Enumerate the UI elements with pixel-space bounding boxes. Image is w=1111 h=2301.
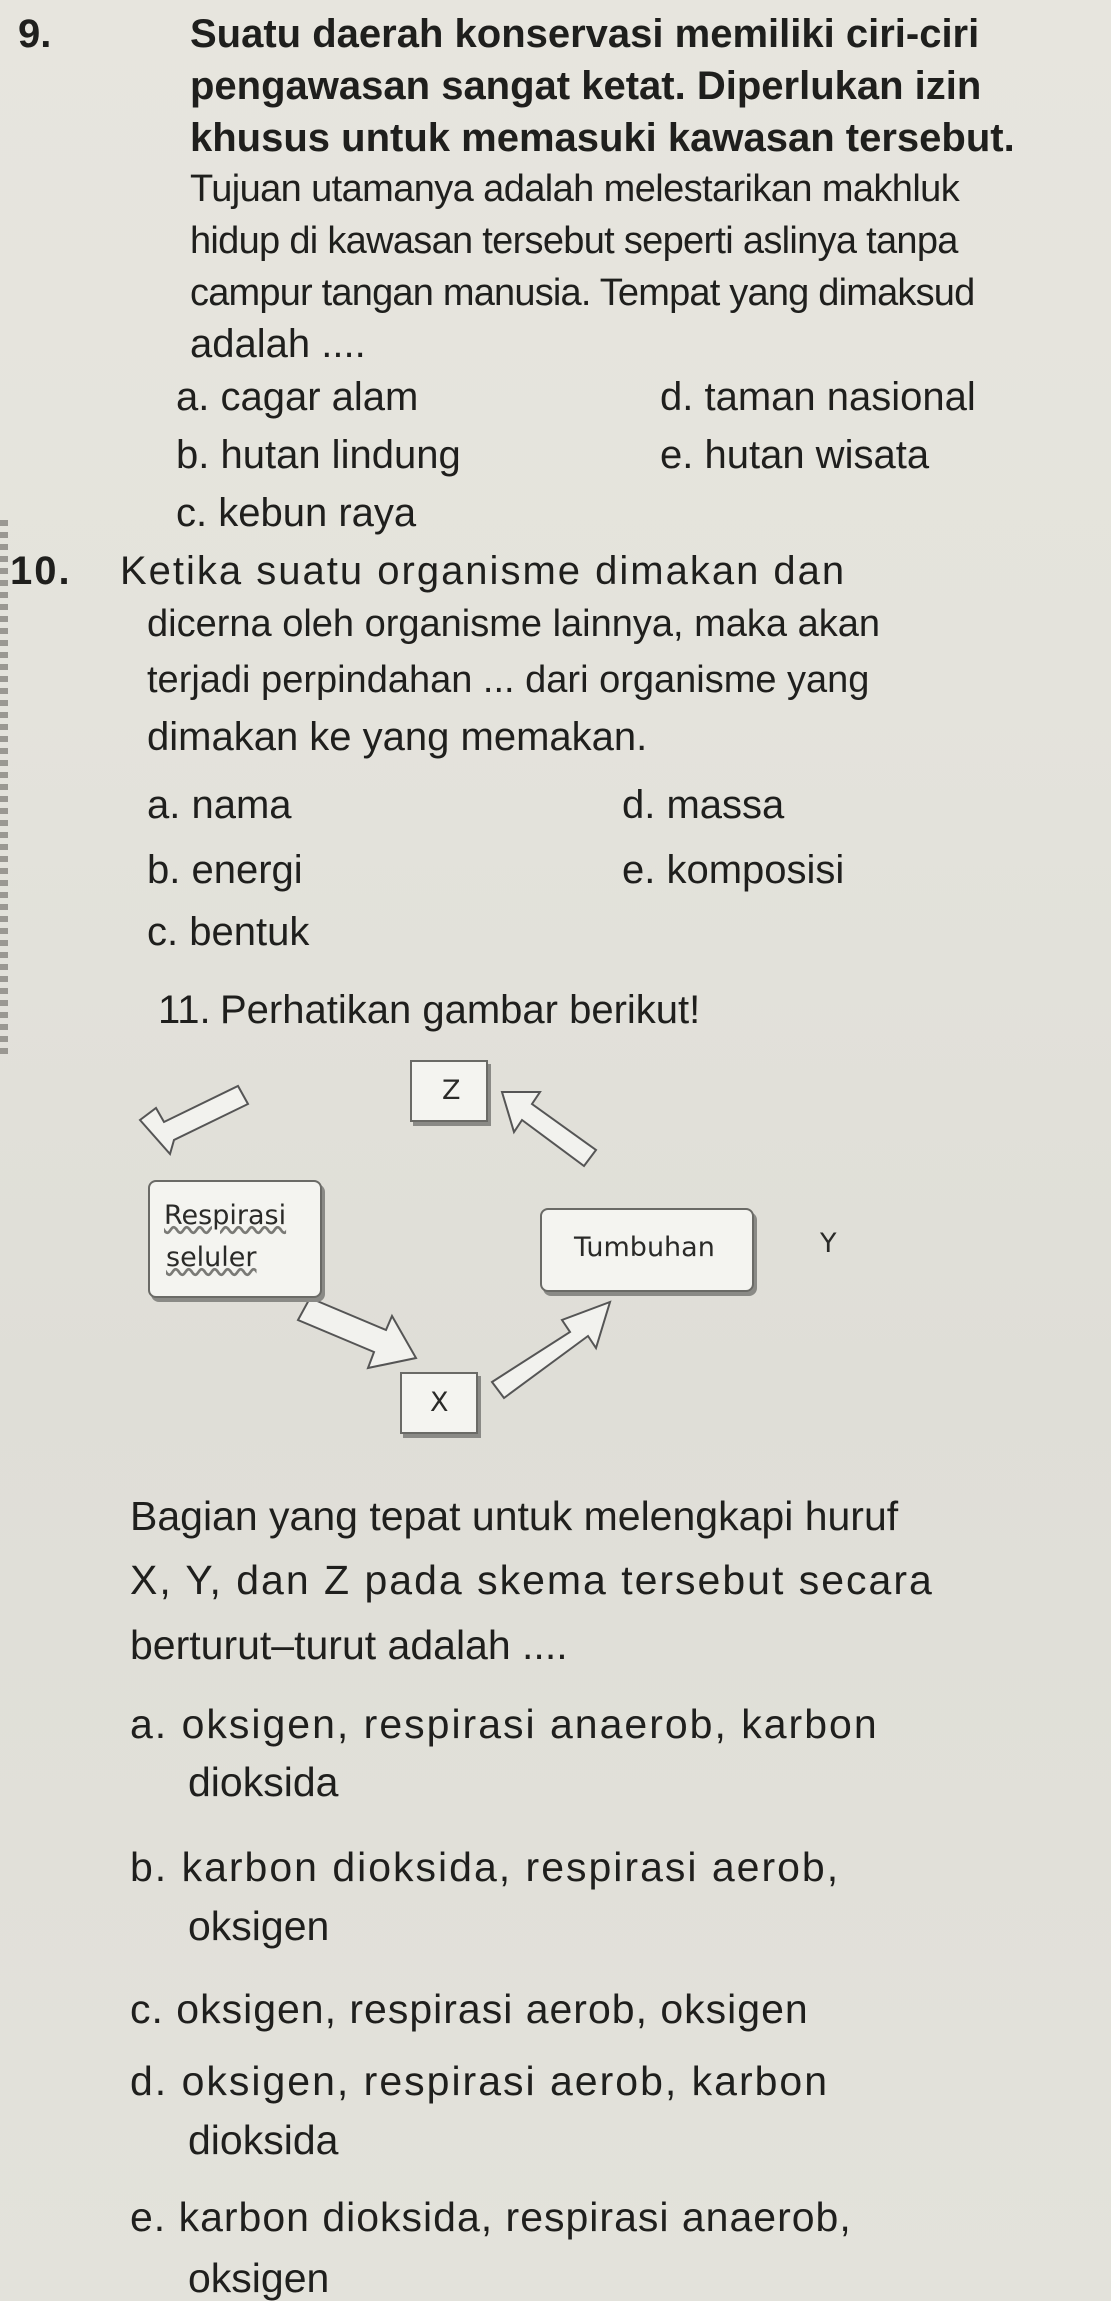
question-text-line: dicerna oleh organisme lainnya, maka akan: [147, 603, 880, 645]
question-intro: Perhatikan gambar berikut!: [220, 988, 701, 1032]
option-b-line1[interactable]: b. karbon dioksida, respirasi aerob,: [130, 1844, 841, 1890]
option-b[interactable]: b. hutan lindung: [176, 433, 461, 477]
arrow-z-to-respirasi: [140, 1086, 248, 1154]
option-e[interactable]: e. hutan wisata: [660, 433, 930, 477]
tumbuhan-box: [540, 1208, 754, 1292]
label-box-x: [400, 1372, 478, 1434]
question-text-line: terjadi perpindahan ... dari organisme yang: [147, 659, 870, 701]
question-text-line: berturut–turut adalah ....: [130, 1622, 568, 1668]
question-text-line: Suatu daerah konservasi memiliki ciri-ciri: [190, 12, 980, 56]
option-c-line1[interactable]: c. oksigen, respirasi aerob, oksigen: [130, 1986, 809, 2032]
arrow-respirasi-to-x: [298, 1298, 416, 1368]
option-b-line2: oksigen: [188, 1903, 330, 1949]
label-z: Z: [442, 1075, 461, 1106]
option-e-line1[interactable]: e. karbon dioksida, respirasi anaerob,: [130, 2194, 852, 2240]
tumbuhan-label: Tumbuhan: [574, 1232, 715, 1263]
question-text-line: hidup di kawasan tersebut seperti aslinya tanpa: [190, 220, 958, 262]
question-text-line: khusus untuk memasuki kawasan tersebut.: [190, 116, 1015, 160]
arrow-x-to-tumbuhan: [492, 1302, 610, 1398]
arrow-tumbuhan-to-z: [502, 1092, 596, 1166]
respirasi-label: Respirasi: [164, 1200, 287, 1231]
question-text-line: adalah ....: [190, 322, 366, 366]
label-y: Y: [820, 1228, 837, 1259]
respiration-cycle-diagram: [130, 1040, 930, 1460]
option-a-line2: dioksida: [188, 1759, 339, 1805]
question-text-line: pengawasan sangat ketat. Diperlukan izin: [190, 64, 982, 108]
page-edge-mark: [0, 520, 8, 1060]
question-text-line: Tujuan utamanya adalah melestarikan makhluk: [190, 168, 960, 210]
option-d[interactable]: d. taman nasional: [660, 375, 976, 419]
option-a[interactable]: a. cagar alam: [176, 375, 419, 419]
option-e[interactable]: e. komposisi: [622, 848, 845, 892]
option-e-line2: oksigen: [188, 2255, 330, 2301]
option-d-line1[interactable]: d. oksigen, respirasi aerob, karbon: [130, 2058, 830, 2104]
question-number: 11.: [158, 988, 211, 1032]
question-text-line: dimakan ke yang memakan.: [147, 715, 648, 759]
respirasi-seluler-box: [148, 1180, 322, 1298]
option-c[interactable]: c. kebun raya: [176, 491, 417, 535]
seluler-label: seluler: [166, 1242, 257, 1273]
option-d-line2: dioksida: [188, 2117, 339, 2163]
option-a-line1[interactable]: a. oksigen, respirasi anaerob, karbon: [130, 1701, 879, 1747]
label-box-z: [410, 1060, 488, 1122]
question-text-line: Bagian yang tepat untuk melengkapi huruf: [130, 1493, 899, 1539]
option-c[interactable]: c. bentuk: [147, 910, 310, 954]
label-x: X: [430, 1387, 449, 1418]
option-d[interactable]: d. massa: [622, 783, 785, 827]
question-number: 9.: [18, 12, 52, 56]
question-number: 10.: [10, 549, 72, 593]
option-b[interactable]: b. energi: [147, 848, 303, 892]
question-text-line: X, Y, dan Z pada skema tersebut secara: [130, 1557, 934, 1603]
option-a[interactable]: a. nama: [147, 783, 292, 827]
question-text-line: campur tangan manusia. Tempat yang dimaksud: [190, 272, 975, 314]
question-text-line: Ketika suatu organisme dimakan dan: [120, 549, 847, 593]
